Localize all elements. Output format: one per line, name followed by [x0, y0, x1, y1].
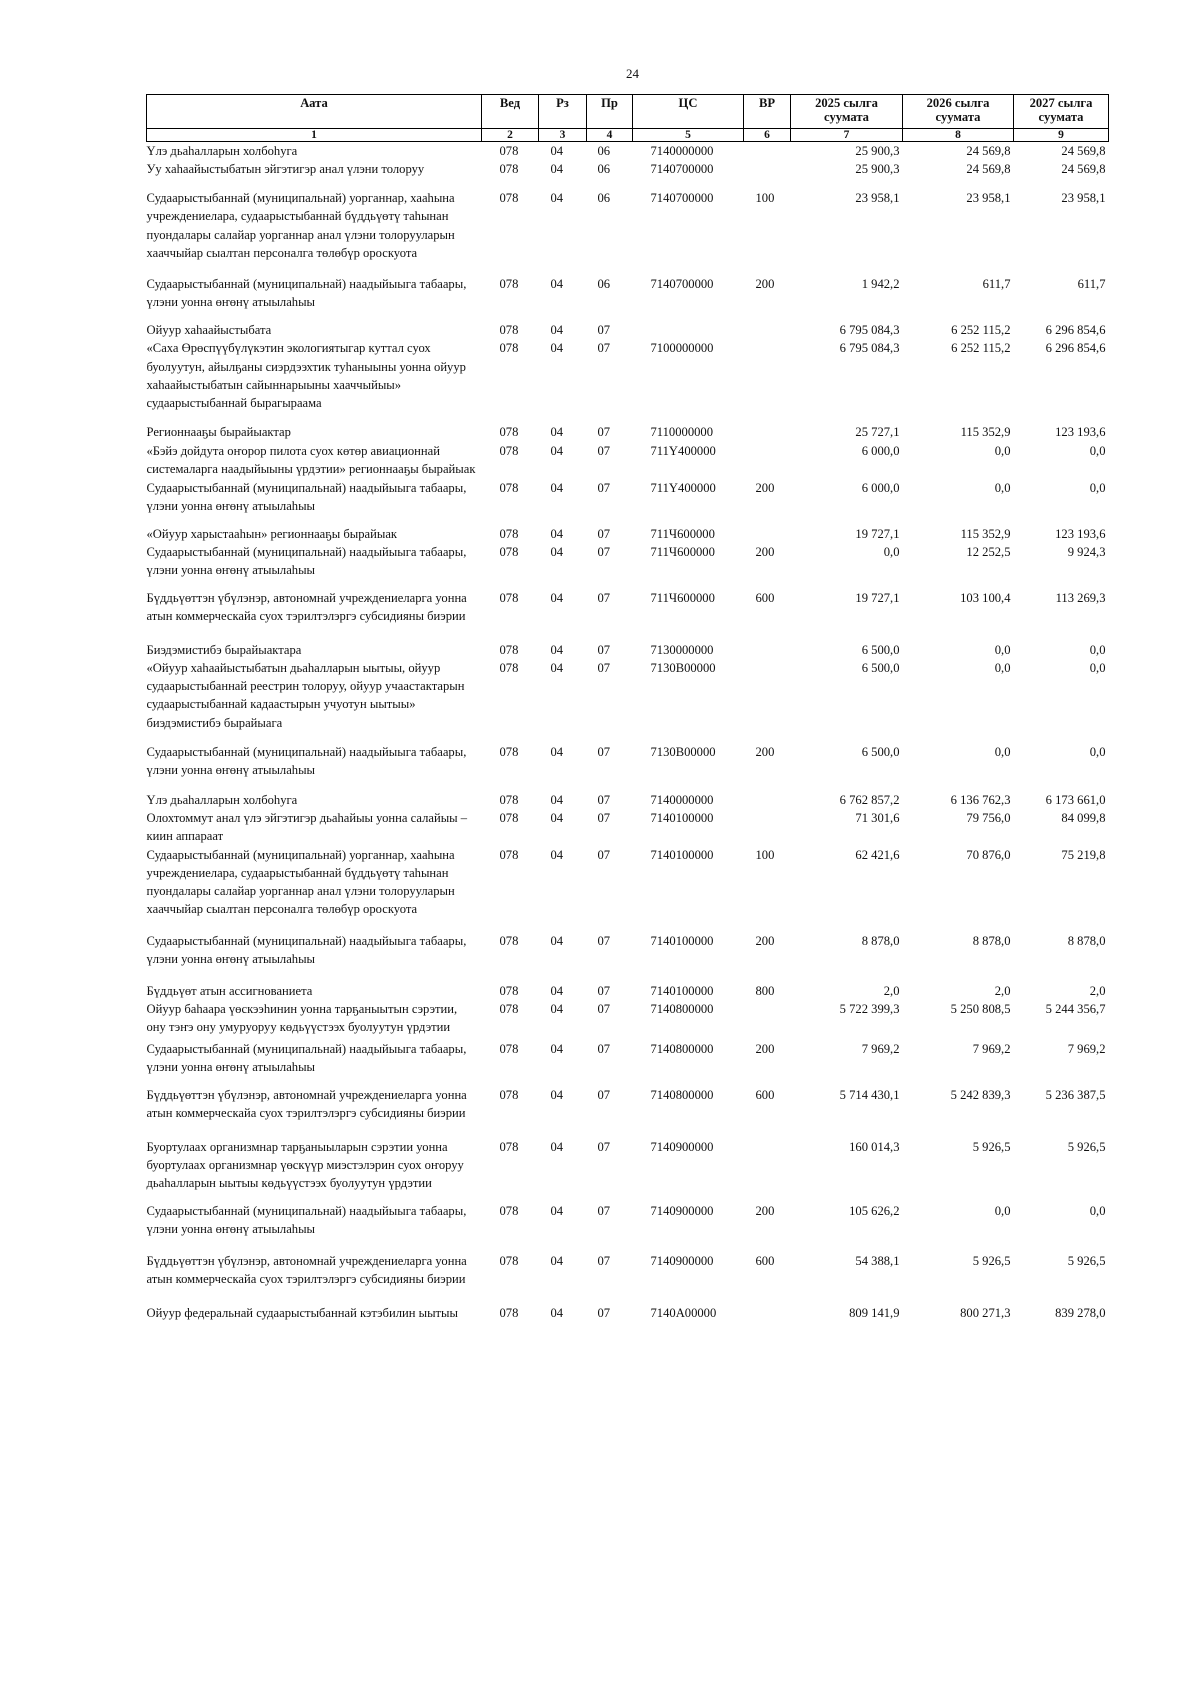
row-pr: 06 [597, 191, 611, 206]
row-amount-2025: 7 969,2 [861, 1041, 900, 1056]
table-row [147, 1202, 1109, 1252]
row-amount-2025: 25 727,1 [855, 425, 900, 440]
header-row [147, 95, 1109, 129]
row-ved: 078 [499, 590, 519, 605]
table-row [147, 442, 1109, 479]
row-cs: 7140800000 [650, 1041, 714, 1056]
row-cs: 7140800000 [650, 1087, 714, 1102]
row-amount-2025: 5 714 430,1 [839, 1087, 900, 1102]
row-cs: 7140900000 [650, 1253, 714, 1268]
row-amount-2025: 2,0 [883, 983, 900, 998]
row-amount-2025: 1 942,2 [861, 277, 900, 292]
row-ved: 078 [499, 443, 519, 458]
row-vr [744, 1304, 791, 1344]
row-amount-2027: 0,0 [1089, 642, 1106, 657]
table-row [147, 791, 1109, 809]
row-amount-2027: 0,0 [1089, 661, 1106, 676]
row-amount-2026: 0,0 [994, 443, 1011, 458]
row-amount-2027: 6 296 854,6 [1045, 341, 1106, 356]
row-vr [744, 525, 791, 543]
row-pr: 07 [597, 745, 611, 760]
row-amount-2026: 115 352,9 [960, 526, 1011, 541]
row-pr: 07 [597, 1305, 611, 1320]
row-rz: 04 [550, 544, 564, 559]
row-cs: 7140000000 [650, 144, 714, 158]
row-ved: 078 [499, 162, 519, 177]
row-cs: 7140100000 [650, 847, 714, 862]
row-vr: 200 [755, 277, 775, 292]
row-ved: 078 [499, 661, 519, 676]
header-rz: Рз [539, 95, 587, 129]
row-name: Үлэ дьаһалларын холбоһуга [146, 793, 298, 808]
row-ved: 078 [499, 480, 519, 495]
row-rz: 04 [550, 1087, 564, 1102]
row-pr: 07 [597, 811, 611, 826]
row-ved: 078 [499, 745, 519, 760]
row-name: Бүддьүөттэн үбүлэнэр, автономнай учреждениеларга уонна атын коммерческайа суох тэрилтэлэргэ субсидияны биэрии [146, 590, 467, 624]
page-number: 24 [626, 66, 639, 81]
row-amount-2026: 70 876,0 [966, 847, 1011, 862]
row-name: Олохтоммут анал үлэ эйгэтигэр дьаһайыы уонна салайыы – киин аппараат [146, 811, 468, 844]
row-pr: 07 [597, 847, 611, 862]
row-amount-2025: 105 626,2 [849, 1203, 900, 1218]
row-rz: 04 [550, 425, 564, 440]
table-row [147, 932, 1109, 982]
row-rz: 04 [550, 983, 564, 998]
row-rz: 04 [550, 1041, 564, 1056]
row-vr [744, 641, 791, 659]
row-rz: 04 [550, 1305, 564, 1320]
row-cs: 7130В00000 [650, 661, 716, 676]
row-amount-2026: 611,7 [982, 277, 1011, 292]
table-row [147, 275, 1109, 321]
table-row [147, 846, 1109, 932]
row-amount-2026: 6 252 115,2 [951, 341, 1011, 356]
row-rz: 04 [550, 323, 564, 338]
row-cs: 711Ч600000 [650, 526, 715, 541]
row-name: Биэдэмистибэ бырайыактара [146, 642, 302, 657]
header-vr: ВР [744, 95, 791, 129]
row-amount-2027: 123 193,6 [1055, 425, 1106, 440]
row-amount-2027: 9 924,3 [1067, 544, 1106, 559]
row-ved: 078 [499, 341, 519, 356]
header-2025: 2025 сылга суумата [791, 95, 903, 129]
table-row [147, 641, 1109, 659]
row-cs: 7140100000 [650, 811, 714, 826]
row-name: Судаарыстыбаннай (муниципальнай) наадыйыыга табаары, үлэни уонна өҥөнү атыылаһыы [146, 1203, 467, 1237]
header-pr: Пр [587, 95, 633, 129]
row-pr: 07 [597, 425, 611, 440]
header-name: Аата [147, 95, 482, 129]
column-index: 9 [1014, 129, 1109, 142]
row-pr: 07 [597, 443, 611, 458]
row-amount-2027: 0,0 [1089, 443, 1106, 458]
column-index: 8 [903, 129, 1014, 142]
row-amount-2027: 611,7 [1077, 277, 1106, 292]
table-row [147, 321, 1109, 339]
row-amount-2025: 6 762 857,2 [839, 793, 900, 808]
row-ved: 078 [499, 1087, 519, 1102]
row-amount-2027: 24 569,8 [1061, 144, 1106, 158]
row-vr [744, 160, 791, 189]
row-pr: 06 [597, 277, 611, 292]
row-vr: 600 [755, 1253, 775, 1268]
row-name: Судаарыстыбаннай (муниципальнай) наадыйыыга табаары, үлэни уонна өҥөнү атыылаһыы [146, 933, 467, 966]
row-ved: 078 [499, 793, 519, 808]
row-amount-2025: 62 421,6 [855, 847, 900, 862]
row-ved: 078 [499, 1139, 519, 1154]
row-ved: 078 [499, 1203, 519, 1218]
row-pr: 07 [597, 1001, 611, 1016]
row-amount-2026: 6 252 115,2 [951, 323, 1011, 338]
row-name: «Бэйэ дойдута оҥорор пилота суох көтөр авиационнай системаларга наадыйыыны үрдэтии» регионнааҕы бырайыак [146, 443, 476, 476]
row-name: Судаарыстыбаннай (муниципальнай) наадыйыыга табаары, үлэни уонна өҥөнү атыылаһыы [146, 544, 467, 578]
row-vr: 200 [755, 1203, 775, 1218]
table-row [147, 743, 1109, 791]
row-pr: 07 [597, 1253, 611, 1268]
row-name: «Саха Өрөспүүбүлүкэтин экологиятыгар куттал суох буолуутун, айылҕаны сиэрдээхтик туһаныыны уонна ойуур хаһаайыстыбатын сайыннарыыны хааччыйыы» судаарыстыбаннай бырагыраама [146, 341, 466, 411]
row-amount-2027: 0,0 [1089, 1203, 1106, 1218]
row-rz: 04 [550, 642, 564, 657]
row-amount-2025: 25 900,3 [855, 162, 900, 177]
row-amount-2026: 23 958,1 [966, 191, 1011, 206]
row-amount-2025: 6 795 084,3 [839, 341, 900, 356]
row-amount-2026: 0,0 [994, 480, 1011, 495]
column-index: 5 [633, 129, 744, 142]
row-amount-2027: 839 278,0 [1055, 1305, 1106, 1320]
row-ved: 078 [499, 642, 519, 657]
row-name: «Ойуур хаһаайыстыбатын дьаһалларын ыытыы, ойуур судаарыстыбаннай реестрин толоруу, ойуур учаастактарын судаарыстыбаннай кадаастырын учуотун ыытыы» биэдэмистибэ бырайыага [146, 661, 465, 730]
column-index: 7 [791, 129, 903, 142]
row-cs: 7140700000 [650, 191, 714, 206]
row-vr [744, 1138, 791, 1202]
column-index: 1 [147, 129, 482, 142]
table-row [147, 659, 1109, 743]
row-amount-2027: 75 219,8 [1061, 847, 1106, 862]
row-vr: 200 [755, 480, 775, 495]
row-name: Уу хаһаайыстыбатын эйгэтигэр анал үлэни толоруу [146, 162, 425, 177]
header-cs: ЦС [633, 95, 744, 129]
table-row [147, 589, 1109, 641]
row-amount-2027: 84 099,8 [1061, 811, 1106, 826]
table-row [147, 339, 1109, 423]
row-rz: 04 [550, 526, 564, 541]
row-amount-2026: 5 250 808,5 [950, 1001, 1011, 1016]
row-ved: 078 [499, 847, 519, 862]
row-amount-2027: 2,0 [1089, 983, 1106, 998]
row-rz: 04 [550, 144, 564, 158]
row-cs [633, 321, 744, 339]
row-amount-2027: 24 569,8 [1061, 162, 1106, 177]
row-rz: 04 [550, 1253, 564, 1268]
row-amount-2025: 5 722 399,3 [839, 1001, 900, 1016]
row-name: Ойуур баһаара үөскээһинин уонна тарҕаныытын сэрэтии, ону тэҥэ ону умуруоруу көдьүүстээх буолуутун үрдэтии [146, 1001, 458, 1035]
row-amount-2026: 7 969,2 [972, 1041, 1011, 1056]
row-rz: 04 [550, 1001, 564, 1016]
row-pr: 07 [597, 1041, 611, 1056]
table-row [147, 189, 1109, 275]
row-cs: 7100000000 [650, 341, 714, 356]
table-row [147, 1086, 1109, 1138]
row-vr: 600 [755, 1087, 775, 1102]
row-ved: 078 [499, 277, 519, 292]
row-amount-2025: 6 795 084,3 [839, 323, 900, 338]
table-row [147, 809, 1109, 845]
table-row [147, 525, 1109, 543]
row-vr [744, 321, 791, 339]
table-row [147, 1040, 1109, 1086]
row-name: Бүддьүөт атын ассигнованиета [146, 983, 313, 998]
budget-document [146, 94, 1108, 1344]
row-ved: 078 [499, 983, 519, 998]
row-vr [744, 1000, 791, 1040]
row-cs: 7130В00000 [650, 745, 716, 760]
row-amount-2026: 0,0 [994, 661, 1011, 676]
row-amount-2027: 123 193,6 [1055, 526, 1106, 541]
row-amount-2025: 6 000,0 [861, 480, 900, 495]
row-ved: 078 [499, 425, 519, 440]
row-amount-2027: 6 173 661,0 [1045, 793, 1106, 808]
row-amount-2027: 5 926,5 [1067, 1139, 1106, 1154]
row-ved: 078 [499, 323, 519, 338]
row-name: Бүддьүөттэн үбүлэнэр, автономнай учреждениеларга уонна атын коммерческайа суох тэрилтэлэргэ субсидияны биэрии [146, 1087, 467, 1121]
header-ved: Вед [482, 95, 539, 129]
row-amount-2025: 8 878,0 [861, 933, 900, 948]
table-row [147, 160, 1109, 189]
row-cs: 7140900000 [650, 1139, 714, 1154]
row-vr: 200 [755, 1041, 775, 1056]
row-rz: 04 [550, 443, 564, 458]
row-amount-2025: 160 014,3 [849, 1139, 900, 1154]
table-row [147, 543, 1109, 589]
row-amount-2026: 800 271,3 [960, 1305, 1011, 1320]
table-row [147, 423, 1109, 441]
row-name: Судаарыстыбаннай (муниципальнай) уорганнар, хааһына учреждениелара, судаарыстыбаннай бүддьүөтү таһынан пуондалары салайар уорганнар анал үлэни толорууларын хааччыйар сыалтан персоналга төлөбүр ороскуота [146, 847, 455, 917]
row-name: Судаарыстыбаннай (муниципальнай) наадыйыыга табаары, үлэни уонна өҥөнү атыылаһыы [146, 745, 467, 778]
row-cs: 7140900000 [650, 1203, 714, 1218]
row-amount-2026: 0,0 [994, 642, 1011, 657]
row-name: Ойуур хаһаайыстыбата [146, 323, 272, 338]
row-ved: 078 [499, 933, 519, 948]
row-rz: 04 [550, 847, 564, 862]
row-rz: 04 [550, 277, 564, 292]
row-amount-2027: 0,0 [1089, 480, 1106, 495]
row-amount-2025: 6 000,0 [861, 443, 900, 458]
row-pr: 07 [597, 983, 611, 998]
row-vr [744, 791, 791, 809]
row-amount-2026: 24 569,8 [966, 162, 1011, 177]
row-name: «Ойуур харыстааһын» регионнааҕы бырайыак [146, 526, 398, 541]
row-cs: 7140700000 [650, 162, 714, 177]
row-amount-2025: 71 301,6 [855, 811, 900, 826]
row-cs: 7140800000 [650, 1001, 714, 1016]
table-row [147, 479, 1109, 525]
row-cs: 711Ч600000 [650, 544, 715, 559]
table-row [147, 982, 1109, 1000]
row-cs: 7140700000 [650, 277, 714, 292]
row-amount-2027: 23 958,1 [1061, 191, 1106, 206]
row-amount-2026: 115 352,9 [960, 425, 1011, 440]
table-row [147, 1304, 1109, 1344]
row-rz: 04 [550, 661, 564, 676]
row-cs: 711Y400000 [650, 443, 716, 458]
row-amount-2025: 19 727,1 [855, 590, 900, 605]
row-rz: 04 [550, 811, 564, 826]
header-2027: 2027 сылга суумата [1014, 95, 1109, 129]
row-ved: 078 [499, 1253, 519, 1268]
row-vr: 100 [755, 847, 775, 862]
row-amount-2025: 54 388,1 [855, 1253, 900, 1268]
row-pr: 07 [597, 642, 611, 657]
row-cs: 7130000000 [650, 642, 714, 657]
table-row [147, 1138, 1109, 1202]
row-ved: 078 [499, 544, 519, 559]
row-name: Регионнааҕы бырайыактар [146, 425, 291, 440]
table-row [147, 1000, 1109, 1040]
row-amount-2026: 79 756,0 [966, 811, 1011, 826]
column-index: 4 [587, 129, 633, 142]
row-amount-2027: 5 926,5 [1067, 1253, 1106, 1268]
row-cs: 7110000000 [650, 425, 714, 440]
row-amount-2027: 5 244 356,7 [1045, 1001, 1106, 1016]
row-pr: 06 [597, 162, 611, 177]
row-name: Судаарыстыбаннай (муниципальнай) наадыйыыга табаары, үлэни уонна өҥөнү атыылаһыы [146, 1041, 467, 1075]
row-amount-2027: 7 969,2 [1067, 1041, 1106, 1056]
row-pr: 07 [597, 526, 611, 541]
row-amount-2026: 5 242 839,3 [950, 1087, 1011, 1102]
row-cs: 711Ч600000 [650, 590, 715, 605]
header-2026: 2026 сылга суумата [903, 95, 1014, 129]
row-rz: 04 [550, 162, 564, 177]
row-vr [744, 809, 791, 845]
row-cs: 7140000000 [650, 793, 714, 808]
budget-table [146, 94, 1109, 1344]
row-vr [744, 423, 791, 441]
row-amount-2027: 113 269,3 [1055, 590, 1106, 605]
row-name: Судаарыстыбаннай (муниципальнай) наадыйыыга табаары, үлэни уонна өҥөнү атыылаһыы [146, 277, 467, 310]
row-rz: 04 [550, 933, 564, 948]
column-index: 2 [482, 129, 539, 142]
row-pr: 07 [597, 590, 611, 605]
row-cs: 7140100000 [650, 983, 714, 998]
row-amount-2025: 6 500,0 [861, 642, 900, 657]
row-rz: 04 [550, 1203, 564, 1218]
column-index-row [147, 129, 1109, 142]
row-pr: 07 [597, 1139, 611, 1154]
row-cs: 711Y400000 [650, 480, 716, 495]
row-cs: 7140А00000 [650, 1305, 717, 1320]
row-name: Бүддьүөттэн үбүлэнэр, автономнай учреждениеларга уонна атын коммерческайа суох тэрилтэлэргэ субсидияны биэрии [146, 1253, 467, 1287]
row-vr: 200 [755, 544, 775, 559]
row-ved: 078 [499, 1001, 519, 1016]
row-ved: 078 [499, 1305, 519, 1320]
row-amount-2025: 6 500,0 [861, 745, 900, 760]
row-vr: 200 [755, 745, 775, 760]
row-amount-2026: 24 569,8 [966, 144, 1011, 158]
row-vr: 600 [755, 590, 775, 605]
table-row [147, 142, 1109, 161]
row-amount-2026: 0,0 [994, 745, 1011, 760]
row-pr: 07 [597, 1087, 611, 1102]
row-ved: 078 [499, 526, 519, 541]
row-rz: 04 [550, 1139, 564, 1154]
table-row [147, 1252, 1109, 1304]
row-cs: 7140100000 [650, 933, 714, 948]
row-amount-2025: 0,0 [883, 544, 900, 559]
row-vr: 800 [755, 983, 775, 998]
column-index: 3 [539, 129, 587, 142]
row-vr [744, 142, 791, 161]
row-name: Буортулаах организмнар тарҕаныыларын сэрэтии уонна буортулаах организмнар үөскүүр миэстэлэрин суох оҥоруу дьаһалларын ыытыы көдьүүстээх буолуутун үрдэтии [146, 1139, 464, 1191]
row-rz: 04 [550, 745, 564, 760]
row-pr: 07 [597, 933, 611, 948]
row-amount-2025: 23 958,1 [855, 191, 900, 206]
row-name: Үлэ дьаһалларын холбоһуга [146, 144, 298, 158]
row-amount-2027: 8 878,0 [1067, 933, 1106, 948]
row-pr: 07 [597, 544, 611, 559]
row-vr [744, 339, 791, 423]
row-amount-2025: 19 727,1 [855, 526, 900, 541]
row-rz: 04 [550, 480, 564, 495]
row-name: Ойуур федеральнай судаарыстыбаннай кэтэбилин ыытыы [146, 1305, 458, 1320]
row-amount-2026: 5 926,5 [972, 1253, 1011, 1268]
row-name: Судаарыстыбаннай (муниципальнай) наадыйыыга табаары, үлэни уонна өҥөнү атыылаһыы [146, 480, 467, 513]
row-pr: 07 [597, 661, 611, 676]
row-pr: 07 [597, 323, 611, 338]
row-pr: 07 [597, 793, 611, 808]
row-pr: 07 [597, 341, 611, 356]
row-name: Судаарыстыбаннай (муниципальнай) уорганнар, хааһына учреждениелара, судаарыстыбаннай бүддьүөтү таһынан пуондалары салайар уорганнар анал үлэни толорууларын хааччыйар сыалтан персоналга төлөбүр ороскуота [146, 191, 455, 260]
row-pr: 07 [597, 480, 611, 495]
row-vr: 100 [755, 191, 775, 206]
row-amount-2027: 5 236 387,5 [1045, 1087, 1106, 1102]
row-pr: 06 [597, 144, 611, 158]
row-amount-2026: 12 252,5 [966, 544, 1011, 559]
row-amount-2025: 25 900,3 [855, 144, 900, 158]
row-amount-2027: 0,0 [1089, 745, 1106, 760]
row-ved: 078 [499, 191, 519, 206]
row-vr [744, 659, 791, 743]
row-ved: 078 [499, 1041, 519, 1056]
row-amount-2026: 2,0 [994, 983, 1011, 998]
row-pr: 07 [597, 1203, 611, 1218]
row-amount-2025: 6 500,0 [861, 661, 900, 676]
row-amount-2026: 5 926,5 [972, 1139, 1011, 1154]
row-amount-2026: 8 878,0 [972, 933, 1011, 948]
column-index: 6 [744, 129, 791, 142]
row-amount-2025: 809 141,9 [849, 1305, 900, 1320]
row-amount-2026: 103 100,4 [960, 590, 1011, 605]
row-ved: 078 [499, 144, 519, 158]
row-amount-2026: 6 136 762,3 [950, 793, 1011, 808]
row-rz: 04 [550, 191, 564, 206]
row-vr: 200 [755, 933, 775, 948]
row-rz: 04 [550, 793, 564, 808]
row-amount-2026: 0,0 [994, 1203, 1011, 1218]
row-ved: 078 [499, 811, 519, 826]
row-amount-2027: 6 296 854,6 [1045, 323, 1106, 338]
row-vr [744, 442, 791, 479]
row-rz: 04 [550, 341, 564, 356]
row-rz: 04 [550, 590, 564, 605]
